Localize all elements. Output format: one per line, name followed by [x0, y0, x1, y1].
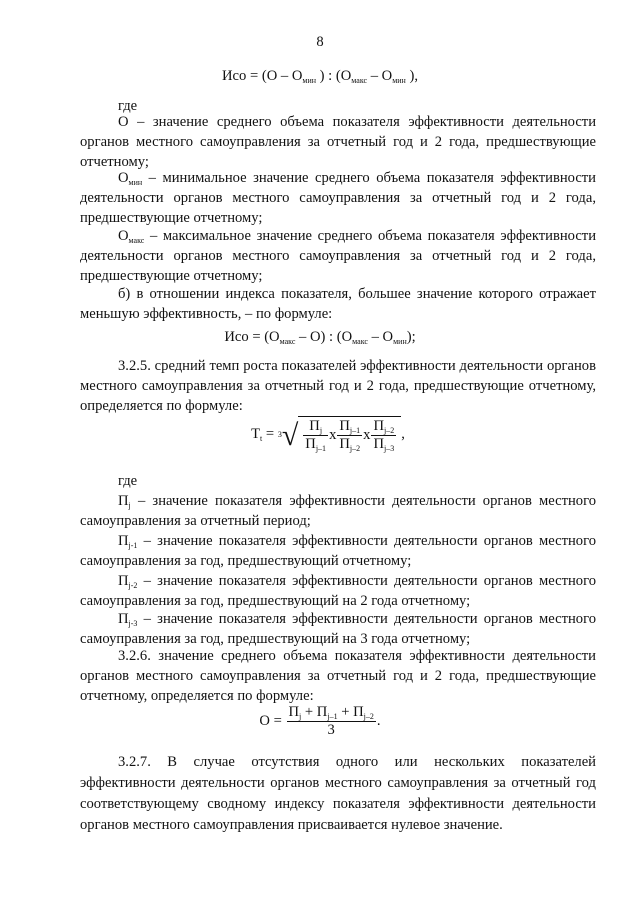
paragraph-3-2-6: 3.2.6. значение среднего объема показателя эффективности деятельности органов местного самоуправления за отчетный год и 2 года, предшествующие отчетному, определяется по формуле:: [80, 648, 596, 704]
definition-o-min: $О_{мин}$ – минимальное значение среднего объема показателя эффективности деятельности органов местного самоуправления за отчетный год и 2 года, предшествующие отчетному;: [80, 170, 596, 226]
fraction-3: $\frac{П_{j-2}}{П_{j-3}}$: [373, 418, 395, 453]
formula-average: О = $\frac{П_j + П_{j-1} + П_{j-2}}{3}$ .: [259, 704, 381, 738]
formula-iso-2: Исо = $(О_{макс} - О)$ : $(О_{макс} - О_{мин})$;: [224, 329, 416, 346]
definition-o-max: $О_{макс}$ – максимальное значение среднего объема показателя эффективности деятельности органов местного самоуправления за отчетный год и 2 года, предшествующие отчетному;: [80, 228, 596, 284]
fraction-average: $\frac{П_j + П_{j-1} + П_{j-2}}{3}$: [288, 704, 374, 738]
definition-pj-3: $П_{j-3}$ – значение показателя эффективности деятельности органов местного самоуправления за год, предшествующий на 3 года отчетному;: [80, 611, 596, 647]
cube-root: $^3$√ $\frac{П_j}{П_{j-1}}$ х $\frac{П_{j-1}}{П_{j-2}}$ х $\frac{П_{j-2}}{П_{j-3}}$: [278, 416, 401, 453]
item-b: б) в отношении индекса показателя, большее значение которого отражает меньшую эффективность, – по формуле:: [80, 286, 596, 322]
definition-pj: $П_j$ – значение показателя эффективности деятельности органов местного самоуправления за отчетный период;: [80, 493, 596, 529]
page-number: 8: [316, 34, 324, 50]
fraction-2: $\frac{П_{j-1}}{П_{j-2}}$: [339, 418, 361, 453]
paragraph-3-2-5: 3.2.5. средний темп роста показателей эффективности деятельности органов местного самоуправления за отчетный год и 2 года, предшествующие отчетному, определяется по формуле:: [80, 358, 596, 414]
paragraph-3-2-7: 3.2.7. В случае отсутствия одного или нескольких показателей эффективности деятельности органов местного самоуправления за отчетный год соответствующему сводному индексу показателя эффективности деятельности органов местного самоуправления присваивается нулевое значение.: [80, 754, 596, 833]
definition-pj-2: $П_{j-2}$ – значение показателя эффективности деятельности органов местного самоуправления за год, предшествующий на 2 года отчетному;: [80, 573, 596, 609]
definition-o: О – значение среднего объема показателя эффективности деятельности органов местного самоуправления за отчетный год и 2 года, предшествующие отчетному;: [80, 114, 596, 170]
definition-pj-1: $П_{j-1}$ – значение показателя эффективности деятельности органов местного самоуправления за год, предшествующий отчетному;: [80, 533, 596, 569]
formula-growth-rate: $Т_t = ^3√$ $\frac{П_j}{П_{j-1}}$ х $\frac{П_{j-1}}{П_{j-2}}$ х $\frac{П_{j-2}}{П_{j-3}}$ ,: [251, 418, 405, 453]
fraction-1: $\frac{П_j}{П_{j-1}}$: [305, 418, 327, 453]
formula-iso-1: Исо = ($О - О_{мин}$ ) : ($О_{макс} - О_{мин}$ ),: [222, 68, 418, 85]
where-label-2: где: [118, 473, 138, 489]
where-label-1: где: [118, 98, 138, 114]
